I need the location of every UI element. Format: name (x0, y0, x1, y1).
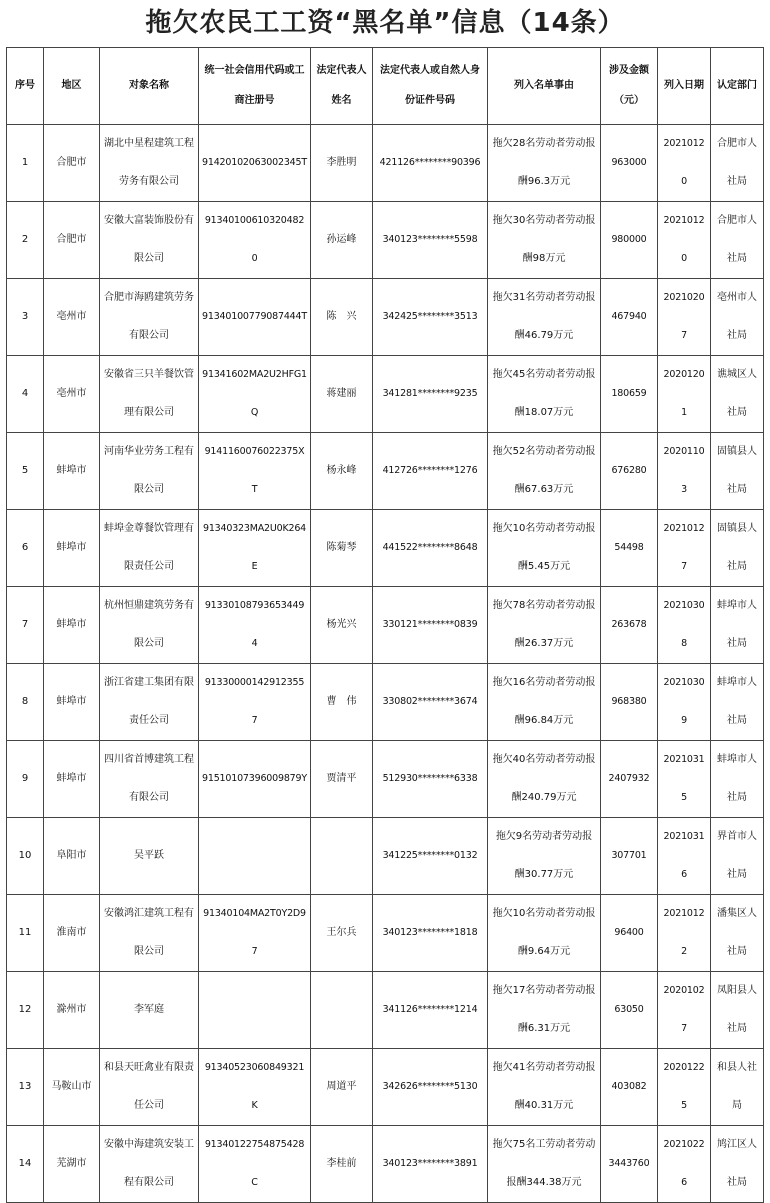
cell-code: 91341602MA2U2HFG1Q (199, 356, 311, 433)
cell-id: 412726********1276 (373, 433, 488, 510)
cell-date: 20201201 (658, 356, 711, 433)
cell-id: 512930********6338 (373, 741, 488, 818)
cell-code: 91340104MA2T0Y2D97 (199, 895, 311, 972)
cell-no: 7 (7, 587, 44, 664)
cell-region: 合肥市 (44, 125, 100, 202)
cell-name: 李军庭 (100, 972, 199, 1049)
cell-reason: 拖欠45名劳动者劳动报酬18.07万元 (488, 356, 601, 433)
cell-amount: 467940 (601, 279, 658, 356)
cell-region: 蚌埠市 (44, 433, 100, 510)
cell-date: 20201027 (658, 972, 711, 1049)
table-row (7, 741, 764, 818)
cell-id: 421126********90396 (373, 125, 488, 202)
header-dept: 认定部门 (711, 48, 764, 125)
cell-region: 滁州市 (44, 972, 100, 1049)
cell-date: 20210316 (658, 818, 711, 895)
cell-reason: 拖欠16名劳动者劳动报酬96.84万元 (488, 664, 601, 741)
cell-rep: 孙运峰 (311, 202, 373, 279)
cell-region: 阜阳市 (44, 818, 100, 895)
cell-code: 913401006103204820 (199, 202, 311, 279)
cell-code: 91340523060849321K (199, 1049, 311, 1126)
cell-region: 蚌埠市 (44, 587, 100, 664)
cell-amount: 180659 (601, 356, 658, 433)
cell-id: 340123********3891 (373, 1126, 488, 1203)
cell-amount: 2407932 (601, 741, 658, 818)
cell-rep: 曹 伟 (311, 664, 373, 741)
cell-region: 芜湖市 (44, 1126, 100, 1203)
cell-no: 5 (7, 433, 44, 510)
cell-date: 20201225 (658, 1049, 711, 1126)
cell-amount: 54498 (601, 510, 658, 587)
cell-no: 2 (7, 202, 44, 279)
cell-no: 1 (7, 125, 44, 202)
cell-dept: 合肥市人社局 (711, 202, 764, 279)
cell-reason: 拖欠10名劳动者劳动报酬9.64万元 (488, 895, 601, 972)
cell-no: 14 (7, 1126, 44, 1203)
header-name: 对象名称 (100, 48, 199, 125)
table-row (7, 664, 764, 741)
cell-id: 342626********5130 (373, 1049, 488, 1126)
cell-name: 安徽中海建筑安装工程有限公司 (100, 1126, 199, 1203)
cell-reason: 拖欠41名劳动者劳动报酬40.31万元 (488, 1049, 601, 1126)
table-row (7, 587, 764, 664)
table-body (7, 125, 764, 1203)
cell-date: 20210120 (658, 202, 711, 279)
cell-id: 342425********3513 (373, 279, 488, 356)
cell-name: 湖北中星程建筑工程劳务有限公司 (100, 125, 199, 202)
cell-dept: 蚌埠市人社局 (711, 587, 764, 664)
cell-code (199, 818, 311, 895)
cell-id: 340123********5598 (373, 202, 488, 279)
cell-dept: 固镇县人社局 (711, 510, 764, 587)
cell-rep (311, 972, 373, 1049)
cell-no: 6 (7, 510, 44, 587)
header-id: 法定代表人或自然人身份证件号码 (373, 48, 488, 125)
cell-reason: 拖欠40名劳动者劳动报酬240.79万元 (488, 741, 601, 818)
cell-date: 20210127 (658, 510, 711, 587)
cell-amount: 980000 (601, 202, 658, 279)
cell-region: 蚌埠市 (44, 664, 100, 741)
cell-amount: 676280 (601, 433, 658, 510)
cell-amount: 96400 (601, 895, 658, 972)
cell-rep: 蒋建丽 (311, 356, 373, 433)
cell-reason: 拖欠10名劳动者劳动报酬5.45万元 (488, 510, 601, 587)
table-row (7, 895, 764, 972)
table-header (7, 48, 764, 125)
cell-reason: 拖欠31名劳动者劳动报酬46.79万元 (488, 279, 601, 356)
cell-name: 和县天旺禽业有限责任公司 (100, 1049, 199, 1126)
cell-date: 20210315 (658, 741, 711, 818)
cell-code (199, 972, 311, 1049)
header-amount: 涉及金额（元） (601, 48, 658, 125)
cell-reason: 拖欠78名劳动者劳动报酬26.37万元 (488, 587, 601, 664)
cell-rep: 杨光兴 (311, 587, 373, 664)
table-row (7, 356, 764, 433)
cell-region: 亳州市 (44, 356, 100, 433)
cell-name: 吴平跃 (100, 818, 199, 895)
cell-date: 20210120 (658, 125, 711, 202)
cell-dept: 潘集区人社局 (711, 895, 764, 972)
cell-no: 12 (7, 972, 44, 1049)
cell-region: 淮南市 (44, 895, 100, 972)
cell-reason: 拖欠75名工劳动者劳动报酬344.38万元 (488, 1126, 601, 1203)
cell-dept: 和县人社局 (711, 1049, 764, 1126)
cell-rep: 杨永峰 (311, 433, 373, 510)
cell-reason: 拖欠28名劳动者劳动报酬96.3万元 (488, 125, 601, 202)
table-row (7, 433, 764, 510)
cell-amount: 263678 (601, 587, 658, 664)
table-row (7, 510, 764, 587)
cell-code: 91420102063002345T (199, 125, 311, 202)
cell-no: 9 (7, 741, 44, 818)
blacklist-table (6, 47, 764, 1203)
cell-no: 13 (7, 1049, 44, 1126)
cell-no: 10 (7, 818, 44, 895)
cell-id: 341225********0132 (373, 818, 488, 895)
cell-name: 杭州恒鼎建筑劳务有限公司 (100, 587, 199, 664)
header-date: 列入日期 (658, 48, 711, 125)
cell-code: 91510107396009879Y (199, 741, 311, 818)
cell-dept: 界首市人社局 (711, 818, 764, 895)
cell-name: 安徽大富装饰股份有限公司 (100, 202, 199, 279)
cell-no: 11 (7, 895, 44, 972)
cell-reason: 拖欠9名劳动者劳动报酬30.77万元 (488, 818, 601, 895)
cell-code: 913300001429123557 (199, 664, 311, 741)
cell-no: 4 (7, 356, 44, 433)
header-region: 地区 (44, 48, 100, 125)
cell-name: 安徽省三只羊餐饮管理有限公司 (100, 356, 199, 433)
cell-dept: 合肥市人社局 (711, 125, 764, 202)
cell-name: 合肥市海鸥建筑劳务有限公司 (100, 279, 199, 356)
cell-dept: 凤阳县人社局 (711, 972, 764, 1049)
table-row (7, 972, 764, 1049)
cell-rep: 王尔兵 (311, 895, 373, 972)
cell-id: 330121********0839 (373, 587, 488, 664)
cell-amount: 403082 (601, 1049, 658, 1126)
cell-date: 20201103 (658, 433, 711, 510)
cell-id: 341281********9235 (373, 356, 488, 433)
cell-rep: 李胜明 (311, 125, 373, 202)
cell-name: 安徽鸿汇建筑工程有限公司 (100, 895, 199, 972)
header-row (7, 48, 764, 125)
cell-dept: 亳州市人社局 (711, 279, 764, 356)
cell-rep: 李桂前 (311, 1126, 373, 1203)
cell-code: 913301087936534494 (199, 587, 311, 664)
page-title: 拖欠农民工工资“黑名单”信息（14条） (145, 8, 625, 38)
cell-name: 河南华业劳务工程有限公司 (100, 433, 199, 510)
cell-date: 20210207 (658, 279, 711, 356)
cell-date: 20210308 (658, 587, 711, 664)
cell-amount: 968380 (601, 664, 658, 741)
cell-amount: 63050 (601, 972, 658, 1049)
cell-amount: 307701 (601, 818, 658, 895)
cell-region: 蚌埠市 (44, 741, 100, 818)
header-no: 序号 (7, 48, 44, 125)
cell-reason: 拖欠17名劳动者劳动报酬6.31万元 (488, 972, 601, 1049)
cell-code: 91340323MA2U0K264E (199, 510, 311, 587)
table-row (7, 1049, 764, 1126)
cell-rep: 贾清平 (311, 741, 373, 818)
cell-id: 340123********1818 (373, 895, 488, 972)
cell-region: 蚌埠市 (44, 510, 100, 587)
table-row (7, 818, 764, 895)
header-reason: 列入名单事由 (488, 48, 601, 125)
table-row (7, 1126, 764, 1203)
header-code: 统一社会信用代码或工商注册号 (199, 48, 311, 125)
cell-dept: 固镇县人社局 (711, 433, 764, 510)
cell-amount: 963000 (601, 125, 658, 202)
table-row (7, 279, 764, 356)
cell-reason: 拖欠30名劳动者劳动报酬98万元 (488, 202, 601, 279)
cell-date: 20210309 (658, 664, 711, 741)
cell-rep: 陈 兴 (311, 279, 373, 356)
cell-code: 91340122754875428C (199, 1126, 311, 1203)
cell-region: 亳州市 (44, 279, 100, 356)
cell-no: 8 (7, 664, 44, 741)
table-row (7, 125, 764, 202)
cell-id: 441522********8648 (373, 510, 488, 587)
cell-rep: 周道平 (311, 1049, 373, 1126)
cell-amount: 3443760 (601, 1126, 658, 1203)
cell-region: 马鞍山市 (44, 1049, 100, 1126)
cell-name: 四川省首博建筑工程有限公司 (100, 741, 199, 818)
cell-date: 20210226 (658, 1126, 711, 1203)
cell-id: 330802********3674 (373, 664, 488, 741)
cell-date: 20210122 (658, 895, 711, 972)
cell-code: 9141160076022375XT (199, 433, 311, 510)
cell-no: 3 (7, 279, 44, 356)
cell-name: 浙江省建工集团有限责任公司 (100, 664, 199, 741)
cell-region: 合肥市 (44, 202, 100, 279)
cell-dept: 蚌埠市人社局 (711, 664, 764, 741)
header-rep: 法定代表人姓名 (311, 48, 373, 125)
cell-rep (311, 818, 373, 895)
cell-name: 蚌埠金尊餐饮管理有限责任公司 (100, 510, 199, 587)
table-row (7, 202, 764, 279)
cell-reason: 拖欠52名劳动者劳动报酬67.63万元 (488, 433, 601, 510)
cell-dept: 鸠江区人社局 (711, 1126, 764, 1203)
cell-rep: 陈菊琴 (311, 510, 373, 587)
cell-code: 91340100779087444T (199, 279, 311, 356)
cell-id: 341126********1214 (373, 972, 488, 1049)
cell-dept: 谯城区人社局 (711, 356, 764, 433)
cell-dept: 蚌埠市人社局 (711, 741, 764, 818)
